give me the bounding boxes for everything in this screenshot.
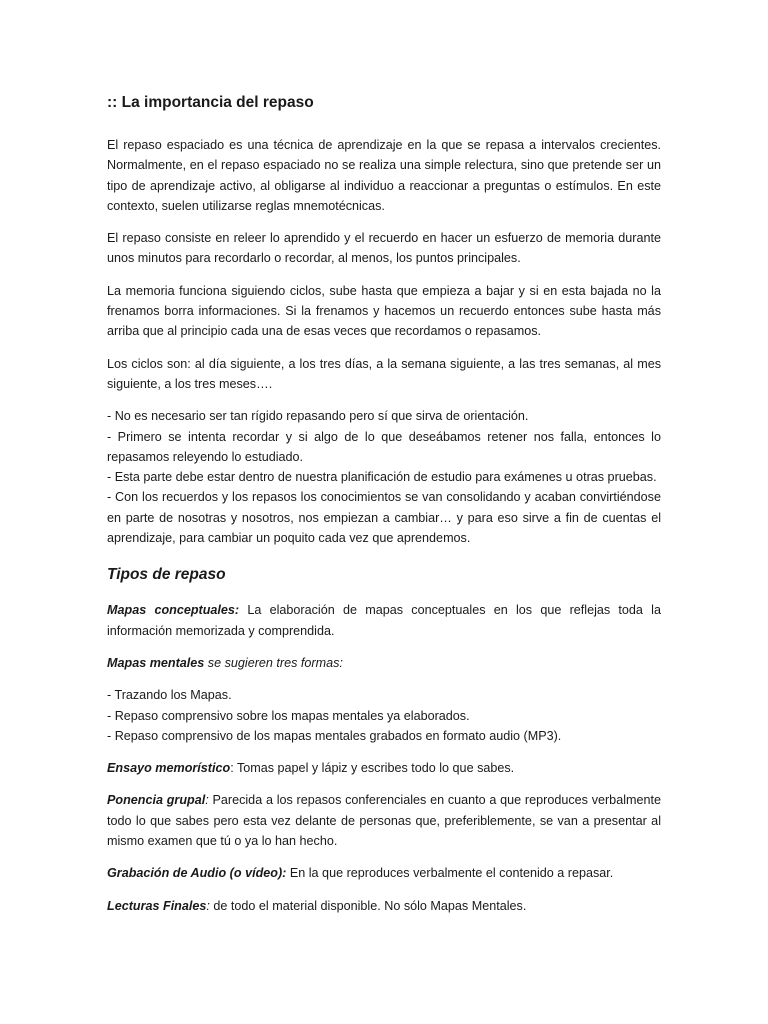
lecturas-paragraph <box>107 896 661 916</box>
note-item: - Primero se intenta recordar y si algo de lo que deseábamos retener nos falla, entonces lo repasamos releyendo lo estudiado. <box>107 429 661 464</box>
ponencia-colon: : <box>205 793 209 808</box>
mapas-conceptuales-text: La elaboración de mapas conceptuales en los que reflejas toda la información memorizada y comprendida. <box>107 603 661 638</box>
lecturas-colon: : <box>206 898 210 913</box>
term-mapas-conceptuales: Mapas conceptuales: <box>107 603 240 618</box>
term-ensayo: Ensayo memorístico <box>107 761 231 776</box>
grabacion-paragraph <box>107 863 661 883</box>
note-item: - Con los recuerdos y los repasos los conocimientos se van consolidando y acaban convirtiéndose en parte de nosotras y nosotros, nos empiezan a cambiar… y para eso sirve a fin de cuentas el aprendizaje, para cambiar un poquito cada vez que aprendemos. <box>107 490 661 546</box>
intro-paragraph-1: El repaso espaciado es una técnica de aprendizaje en la que se repasa a intervalos crecientes. Normalmente, en el repaso espaciado no se realiza una simple relectura, sino que pretende ser un tipo de aprendizaje activo, al obligarse al individuo a reaccionar a preguntas o estímulos. En este contexto, suelen utilizarse reglas mnemotécnicas. <box>107 138 661 213</box>
mapas-conceptuales-paragraph <box>107 600 661 641</box>
page-title: :: La importancia del repaso <box>107 94 314 111</box>
intro-paragraph-3: La memoria funciona siguiendo ciclos, sube hasta que empieza a bajar y si en esta bajada no la frenamos borra informaciones. Si la frenamos y hacemos un recuerdo entonces sube hasta más arriba que al principio cada una de esas veces que recordamos o repasamos. <box>107 283 661 339</box>
note-item: - No es necesario ser tan rígido repasando pero sí que sirva de orientación. <box>107 409 529 424</box>
intro-paragraph-2: El repaso consiste en releer lo aprendido y el recuerdo en hacer un esfuerzo de memoria durante unos minutos para recordarlo o recordar, al menos, los puntos principales. <box>107 231 661 266</box>
intro-paragraph-4: Los ciclos son: al día siguiente, a los tres días, a la semana siguiente, a las tres semanas, al mes siguiente, a los tres meses…. <box>107 356 661 391</box>
notes-list <box>107 406 661 548</box>
term-lecturas: Lecturas Finales <box>107 898 207 913</box>
ensayo-text: : Tomas papel y lápiz y escribes todo lo que sabes. <box>230 761 515 776</box>
term-grabacion: Grabación de Audio (o vídeo): <box>107 866 287 881</box>
list-item: - Repaso comprensivo de los mapas mentales grabados en formato audio (MP3). <box>107 728 562 743</box>
mapas-mentales-text: se sugieren tres formas: <box>204 655 343 670</box>
term-mapas-mentales: Mapas mentales <box>107 655 205 670</box>
ensayo-paragraph <box>107 758 661 778</box>
section-heading-tipos: Tipos de repaso <box>107 566 226 584</box>
ponencia-paragraph <box>107 790 661 851</box>
list-item: - Trazando los Mapas. <box>107 688 232 703</box>
document-page <box>107 90 661 928</box>
list-item: - Repaso comprensivo sobre los mapas mentales ya elaborados. <box>107 708 470 723</box>
mapas-mentales-list <box>107 685 661 746</box>
mapas-mentales-paragraph <box>107 653 661 673</box>
ponencia-text: Parecida a los repasos conferenciales en cuanto a que reproduces verbalmente todo lo que sabes pero esta vez delante de personas que, preferiblemente, se van a presentar al mismo examen que tú o ya lo han hecho. <box>107 793 661 849</box>
note-item: - Esta parte debe estar dentro de nuestra planificación de estudio para exámenes u otras pruebas. <box>107 470 657 485</box>
lecturas-text: de todo el material disponible. No sólo Mapas Mentales. <box>209 898 527 913</box>
term-ponencia: Ponencia grupal <box>107 793 206 808</box>
grabacion-text: En la que reproduces verbalmente el contenido a repasar. <box>286 866 614 881</box>
